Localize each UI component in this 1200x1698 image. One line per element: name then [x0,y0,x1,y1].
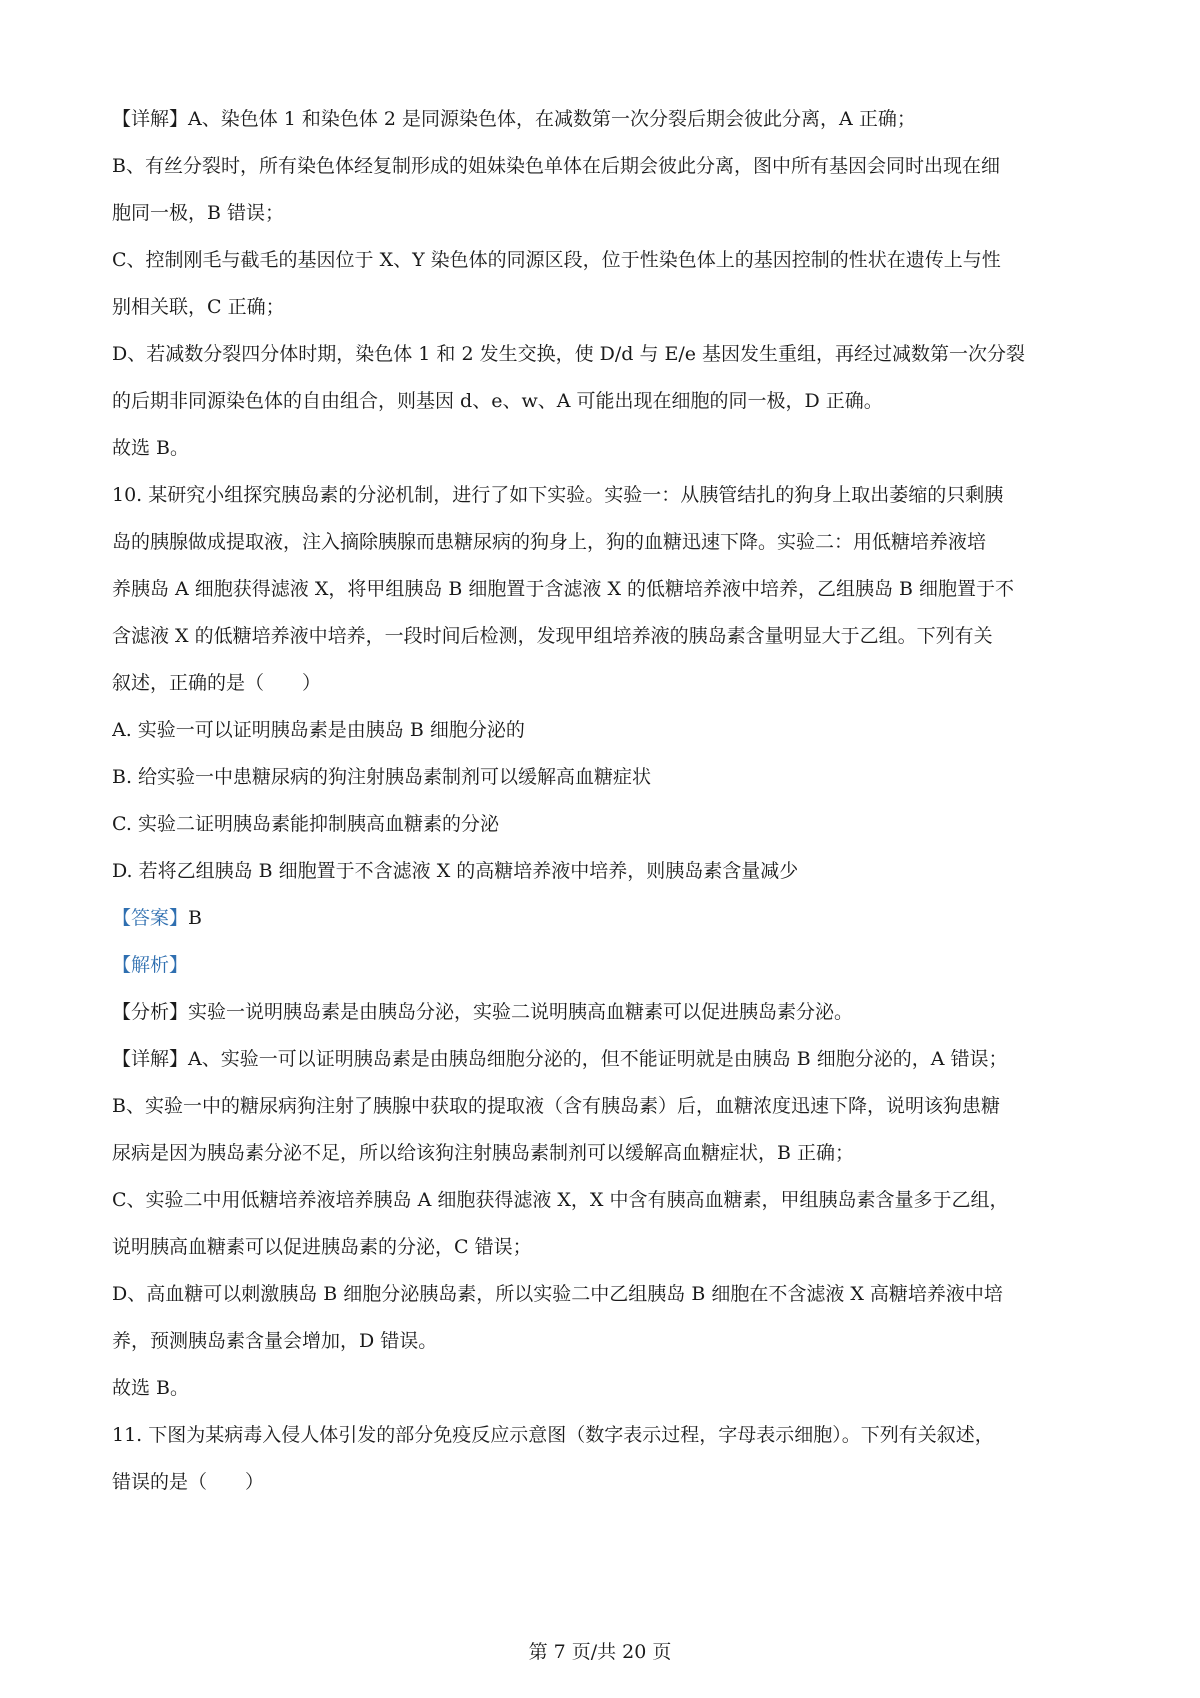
explanation-line: 养，预测胰岛素含量会增加，D 错误。 [112,1330,438,1352]
question-11-stem: 错误的是（ ） [112,1471,265,1493]
option-d: D. 若将乙组胰岛 B 细胞置于不含滤液 X 的高糖培养液中培养，则胰岛素含量减少 [112,860,799,882]
explanation-line: B、有丝分裂时，所有染色体经复制形成的姐妹染色单体在后期会彼此分离，图中所有基因会同时出现在细 [112,155,1000,177]
explanation-line: B、实验一中的糖尿病狗注射了胰腺中获取的提取液（含有胰岛素）后，血糖浓度迅速下降，说明该狗患糖 [112,1095,1000,1117]
answer-value: B [188,907,202,929]
question-10-stem: 含滤液 X 的低糖培养液中培养，一段时间后检测，发现甲组培养液的胰岛素含量明显大于乙组。下列有关 [112,625,993,647]
option-a: A. 实验一可以证明胰岛素是由胰岛 B 细胞分泌的 [112,719,525,741]
analysis-label: 【解析】 [112,954,189,976]
choice-line: 故选 B。 [112,437,190,459]
question-10-stem: 岛的胰腺做成提取液，注入摘除胰腺而患糖尿病的狗身上，狗的血糖迅速下降。实验二：用低糖培养液培 [112,531,987,553]
question-10-stem: 10. 某研究小组探究胰岛素的分泌机制，进行了如下实验。实验一：从胰管结扎的狗身上取出萎缩的只剩胰 [112,484,1004,506]
question-11-stem: 11. 下图为某病毒入侵人体引发的部分免疫反应示意图（数字表示过程，字母表示细胞）。下列有关叙述， [112,1424,994,1446]
question-10-stem: 养胰岛 A 细胞获得滤液 X，将甲组胰岛 B 细胞置于含滤液 X 的低糖培养液中培养，乙组胰岛 B 细胞置于不 [112,578,1015,600]
explanation-line: 尿病是因为胰岛素分泌不足，所以给该狗注射胰岛素制剂可以缓解高血糖症状，B 正确； [112,1142,855,1164]
question-10-stem: 叙述，正确的是（ ） [112,672,322,694]
explanation-line: 别相关联，C 正确； [112,296,285,318]
explanation-line: D、若减数分裂四分体时期，染色体 1 和 2 发生交换，使 D/d 与 E/e 基因发生重组，再经过减数第一次分裂 [112,343,1026,365]
option-c: C. 实验二证明胰岛素能抑制胰高血糖素的分泌 [112,813,499,835]
explanation-line: D、高血糖可以刺激胰岛 B 细胞分泌胰岛素，所以实验二中乙组胰岛 B 细胞在不含滤液 X 高糖培养液中培 [112,1283,1003,1305]
explanation-line: C、实验二中用低糖培养液培养胰岛 A 细胞获得滤液 X，X 中含有胰高血糖素，甲组胰岛素含量多于乙组， [112,1189,1009,1211]
explanation-detail-line: 【详解】A、染色体 1 和染色体 2 是同源染色体，在减数第一次分裂后期会彼此分离，A 正确； [112,108,916,130]
explanation-detail-line: 【详解】A、实验一可以证明胰岛素是由胰岛细胞分泌的，但不能证明就是由胰岛 B 细胞分泌的，A 错误； [112,1048,1008,1070]
explanation-line: 胞同一极，B 错误； [112,202,285,224]
page-number-footer: 第 7 页/共 20 页 [528,1641,672,1663]
explanation-line: 的后期非同源染色体的自由组合，则基因 d、e、w、A 可能出现在细胞的同一极，D 正确。 [112,390,883,412]
page-content [112,96,1097,1506]
explanation-line: C、控制刚毛与截毛的基因位于 X、Y 染色体的同源区段，位于性染色体上的基因控制的性状在遗传上与性 [112,249,1001,271]
choice-line: 故选 B。 [112,1377,190,1399]
option-b: B. 给实验一中患糖尿病的狗注射胰岛素制剂可以缓解高血糖症状 [112,766,652,788]
analysis-summary: 【分析】实验一说明胰岛素是由胰岛分泌，实验二说明胰高血糖素可以促进胰岛素分泌。 [112,1001,854,1023]
answer-label: 【答案】 [112,907,189,929]
explanation-line: 说明胰高血糖素可以促进胰岛素的分泌，C 错误； [112,1236,532,1258]
answer-line [112,895,1097,942]
